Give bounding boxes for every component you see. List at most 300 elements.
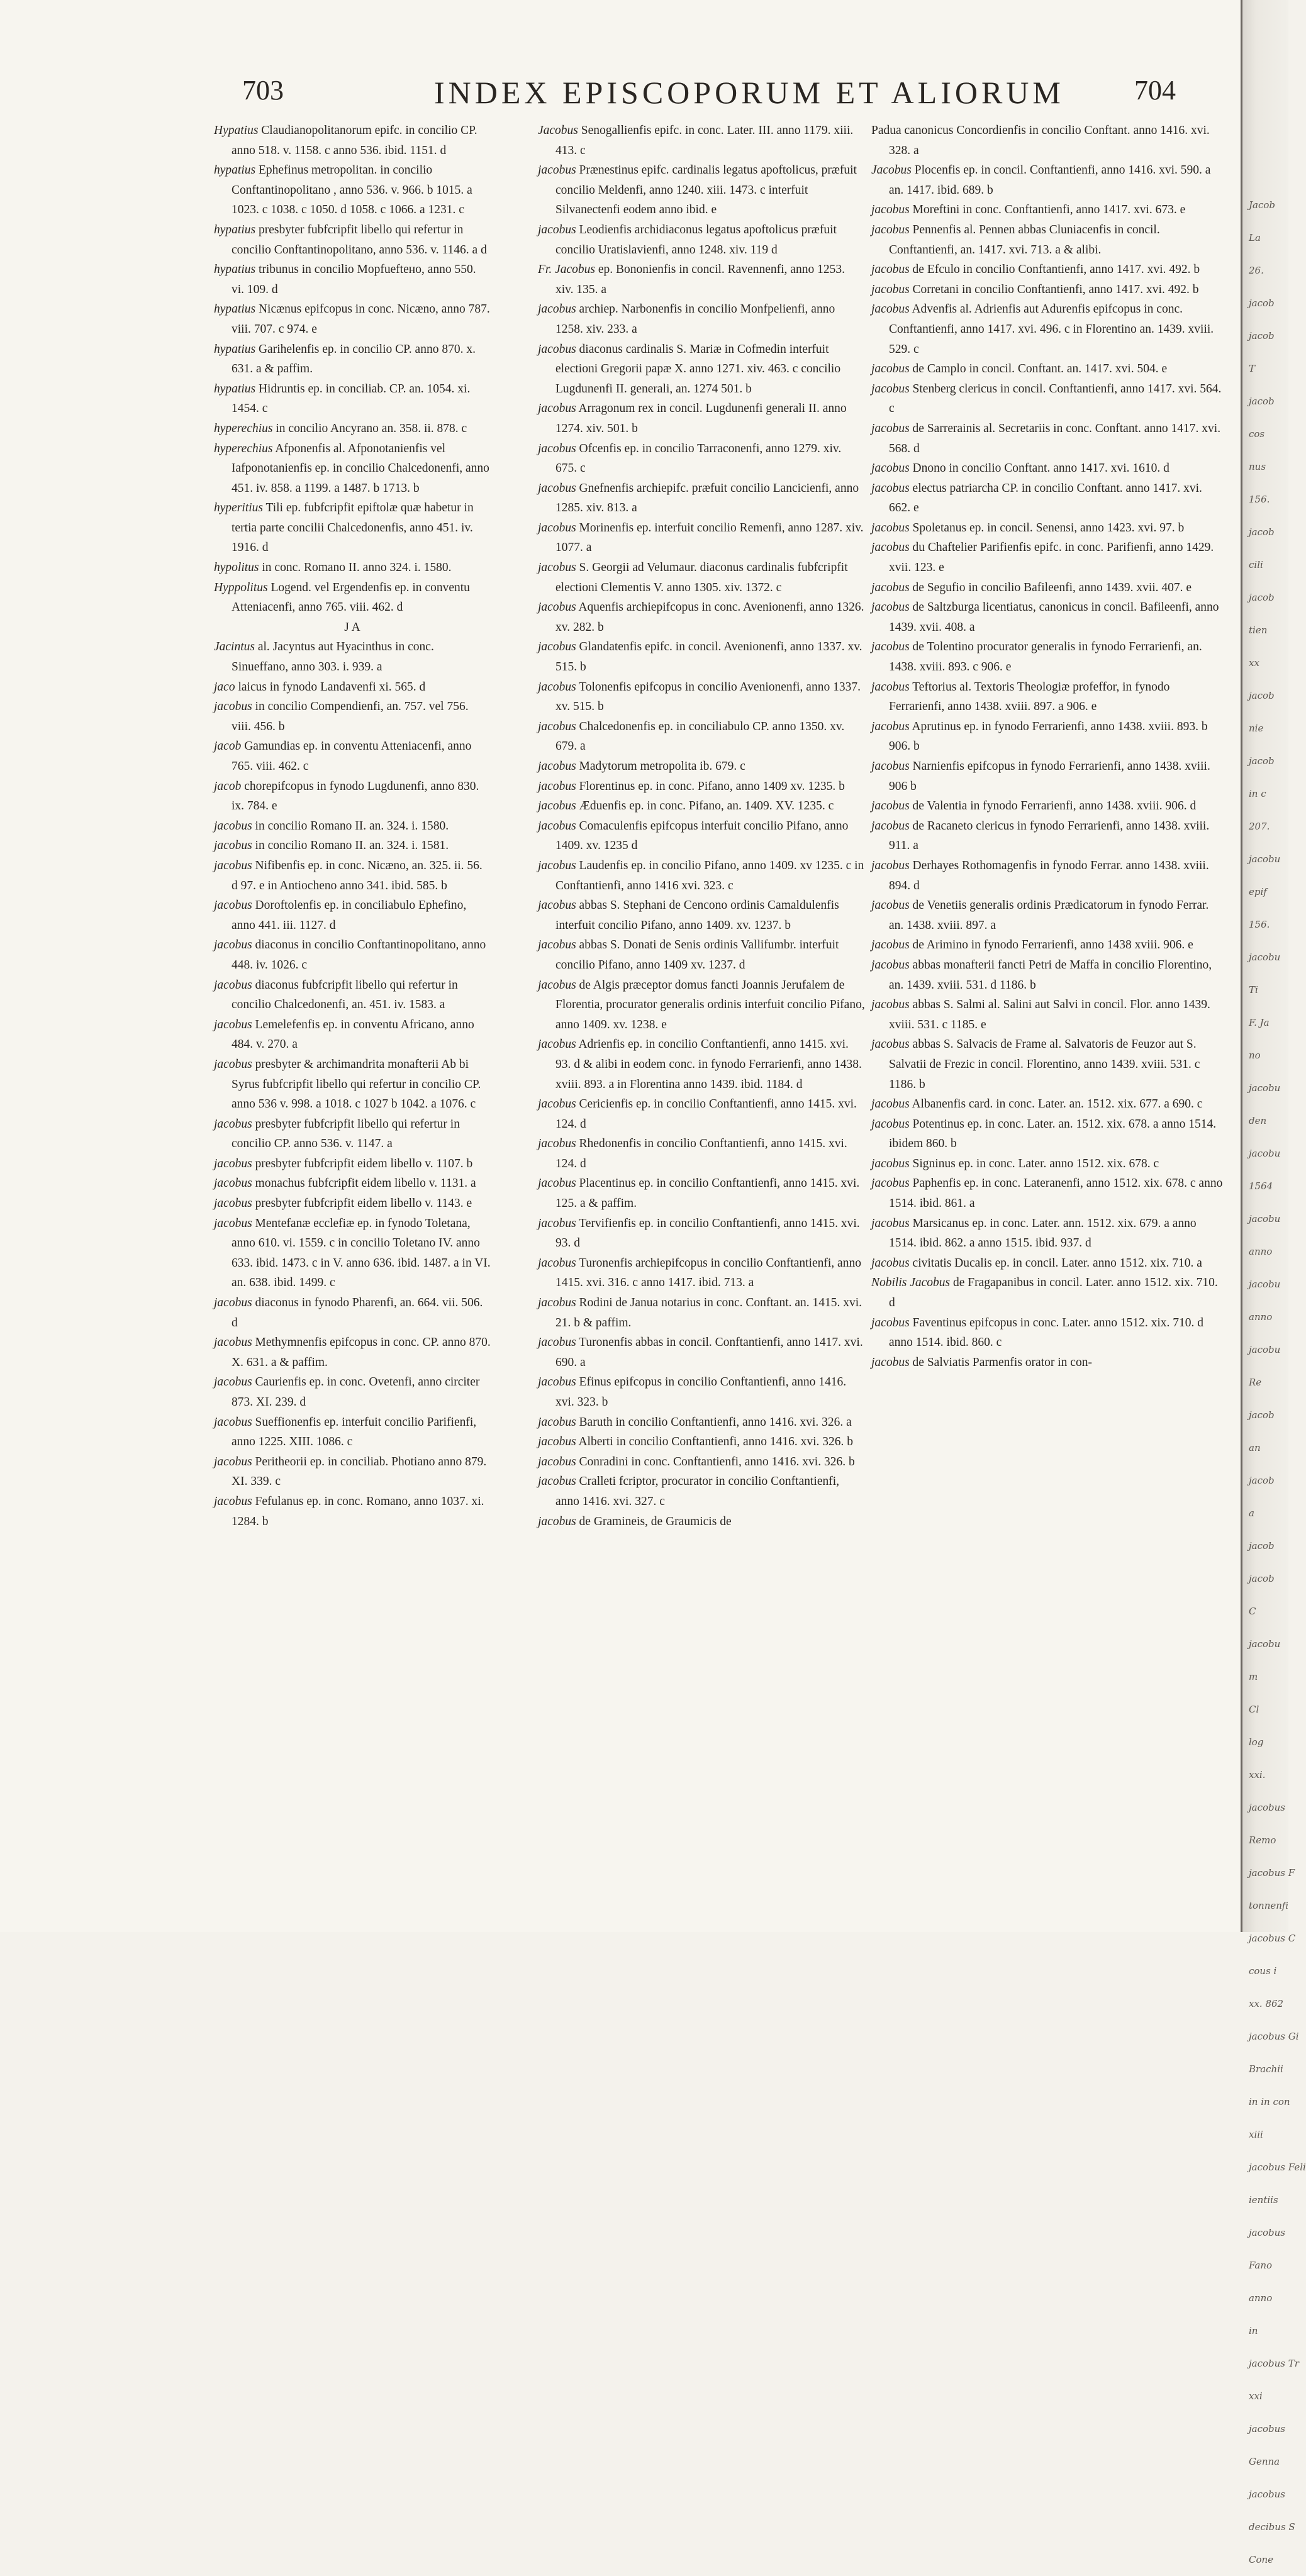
entry-text: tribunus in concilio Mopfueftено, anno 550. vi. 109. d — [232, 263, 476, 296]
edge-fragment: anno — [1249, 1246, 1273, 1257]
entry-headword: jacobus — [871, 282, 910, 296]
index-entry — [871, 379, 1224, 419]
entry-headword: jacobus — [214, 1117, 252, 1131]
entry-headword: jacobus — [214, 1018, 252, 1031]
index-entry — [214, 1114, 491, 1154]
entry-headword: jacobus — [214, 1494, 252, 1508]
entry-text: Rhedonenfis in concilio Conftantienfi, anno 1415. xvi. 124. d — [555, 1137, 847, 1170]
entry-headword: jacobus — [538, 441, 576, 455]
entry-text: abbas S. Salvacis de Frame al. Salvatoris de Feuzor aut S. Salvatii de Frezic in concil. Florentino, anno 1439. xviii. 531. c 1186. b — [889, 1038, 1200, 1091]
index-entry — [871, 757, 1224, 796]
entry-headword: jacobus — [214, 1415, 252, 1429]
entry-text: Efinus epifcopus in concilio Conftantienfi, anno 1416. xvi. 323. b — [555, 1375, 847, 1409]
entry-headword: hypatius — [214, 263, 256, 277]
entry-text: in concilio Ancyrano an. 358. ii. 878. c — [272, 421, 467, 435]
entry-headword: jacobus — [214, 839, 252, 853]
edge-fragment: xx. 862 — [1249, 1998, 1284, 2009]
index-entry — [538, 399, 865, 438]
index-entry — [538, 1512, 865, 1532]
index-entry — [214, 637, 491, 677]
entry-headword: hyperitius — [214, 501, 263, 515]
index-entry — [538, 439, 865, 479]
entry-headword: jacobus — [538, 680, 576, 694]
edge-fragment: a — [1249, 1507, 1254, 1519]
index-column-3 — [871, 121, 1224, 1372]
edge-fragment: Re — [1249, 1377, 1262, 1388]
entry-headword: jacobus — [214, 1216, 252, 1230]
entry-text: Chalcedonenfis ep. in conciliabulo CP. anno 1350. xv. 679. a — [555, 719, 845, 753]
index-entry — [871, 518, 1224, 538]
edge-fragment: epif — [1249, 886, 1267, 897]
index-entry — [871, 816, 1224, 856]
entry-text: de Segufio in concilio Bafileenfi, anno 1439. xvii. 407. e — [909, 580, 1192, 594]
index-entry — [871, 1214, 1224, 1253]
edge-fragment: 156. — [1249, 494, 1270, 505]
index-entry — [538, 479, 865, 518]
edge-fragment: jacobus C — [1249, 1933, 1296, 1944]
index-entry — [871, 935, 1224, 955]
index-entry — [538, 1413, 865, 1433]
entry-headword: jacobus — [538, 760, 576, 773]
entry-text: Peritheorii ep. in conciliab. Photiano anno 879. XI. 339. c — [232, 1455, 487, 1489]
index-entry — [214, 975, 491, 1015]
index-entry — [214, 836, 491, 856]
entry-headword: jacobus — [538, 1296, 576, 1310]
index-entry — [214, 736, 491, 776]
entry-text: abbas S. Stephani de Cencono ordinis Camaldulenfis interfuit concilio Pifano, anno 1409. xv. 1237. b — [555, 899, 839, 932]
entry-text: Nifibenfis ep. in conc. Nicæno, an. 325. ii. 56. d 97. e in Antiocheno anno 341. ibid. 585. b — [232, 858, 483, 892]
entry-text: diaconus fubfcripfit libello qui refertur in concilio Chalcedonenfi, an. 451. iv. 1583. a — [232, 978, 458, 1012]
entry-text: de Fragapanibus in concil. Later. anno 1512. xix. 710. d — [889, 1276, 1218, 1310]
entry-text: Claudianopolitanorum epifc. in concilio CP. anno 518. v. 1158. c anno 536. ibid. 1151. d — [232, 124, 477, 157]
entry-text: Faventinus epifcopus in conc. Later. anno 1512. xix. 710. d anno 1514. ibid. 860. c — [889, 1316, 1204, 1350]
index-entry — [214, 935, 491, 975]
index-entry — [538, 935, 865, 975]
index-entry — [214, 1372, 491, 1412]
entry-text: Glandatenfis epifc. in concil. Avenionenfi, anno 1337. xv. 515. b — [555, 640, 862, 674]
edge-fragment: in in con — [1249, 2096, 1290, 2107]
entry-headword: jacobus — [871, 958, 910, 972]
entry-text: Hidruntis ep. in conciliab. CP. an. 1054. xi. 1454. c — [232, 382, 471, 416]
index-entry — [214, 1333, 491, 1372]
index-entry — [538, 1174, 865, 1213]
index-entry — [214, 121, 491, 160]
index-entry — [538, 1214, 865, 1253]
index-entry — [871, 677, 1224, 717]
entry-headword: jacobus — [871, 601, 910, 614]
entry-text: de Venetiis generalis ordinis Prædicatorum in fynodo Ferrar. an. 1438. xviii. 897. a — [889, 899, 1209, 932]
edge-fragment: jacobu — [1249, 1082, 1281, 1094]
entry-text: presbyter fubfcripfit eidem libello v. 1107. b — [252, 1157, 473, 1170]
entry-headword: jacobus — [871, 760, 910, 773]
index-entry — [871, 220, 1224, 260]
entry-headword: jacobus — [871, 223, 910, 236]
entry-headword: hypatius — [214, 342, 256, 356]
index-entry — [538, 558, 865, 597]
index-entry — [871, 717, 1224, 757]
entry-headword: jacobus — [538, 521, 576, 535]
entry-headword: jacobus — [538, 1514, 576, 1528]
edge-fragment: F. Ja — [1249, 1017, 1270, 1028]
index-entry — [871, 995, 1224, 1035]
entry-headword: jacobus — [871, 640, 910, 654]
entry-text: Gnefnenfis archiepifc. præfuit concilio Lancicienfi, anno 1285. xiv. 813. a — [555, 481, 859, 515]
index-entry — [214, 498, 491, 558]
entry-headword: jacobus — [871, 819, 910, 833]
edge-fragment: Genna — [1249, 2456, 1280, 2467]
entry-headword: jacobus — [214, 1197, 252, 1211]
edge-fragment: jacob — [1249, 592, 1275, 603]
edge-fragment: jacob — [1249, 330, 1275, 341]
index-entry — [538, 340, 865, 399]
entry-text: Paphenfis ep. in conc. Lateranenfi, anno 1512. xix. 678. c anno 1514. ibid. 861. a — [889, 1177, 1223, 1211]
entry-headword: jacobus — [871, 1097, 910, 1111]
index-entry — [214, 558, 491, 578]
edge-fragment: cous i — [1249, 1965, 1277, 1977]
index-entry — [871, 121, 1224, 160]
index-entry — [214, 1154, 491, 1174]
index-entry — [871, 856, 1224, 896]
index-entry — [538, 975, 865, 1035]
edge-fragment: jacobu — [1249, 1279, 1281, 1290]
edge-fragment: xiii — [1249, 2129, 1263, 2140]
edge-fragment: jacobu — [1249, 1213, 1281, 1224]
entry-text: de Efculo in concilio Conftantienfi, anno 1417. xvi. 492. b — [909, 263, 1200, 277]
entry-text: Signinus ep. in conc. Later. anno 1512. xix. 678. c — [909, 1157, 1159, 1170]
index-entry — [214, 1194, 491, 1214]
index-entry — [214, 697, 491, 736]
entry-text: Ephefinus metropolitan. in concilio Conftantinopolitano , anno 536. v. 966. b 1015. a 1023. c 1038. c 1050. d 1058. c 1066. a 1231. c — [232, 164, 472, 217]
edge-fragment: decibus S — [1249, 2521, 1295, 2533]
entry-headword: jacobus — [214, 1157, 252, 1170]
entry-text: monachus fubfcripfit eidem libello v. 1131. a — [252, 1177, 476, 1191]
index-entry — [871, 1154, 1224, 1174]
entry-headword: Fr. Jacobus — [538, 263, 595, 277]
entry-text: presbyter & archimandrita monafterii Ab bi Syrus fubfcripfit libello qui refertur in concilio CP. anno 536 v. 998. a 1018. c 1027 b 1042. a 1076. c — [232, 1057, 481, 1111]
entry-text: Padua canonicus Concordienfis in concilio Conftant. anno 1416. xvi. 328. a — [871, 124, 1210, 157]
entry-text: diaconus in fynodo Pharenfi, an. 664. vii. 506. d — [232, 1296, 483, 1330]
index-entry — [871, 538, 1224, 577]
entry-headword: jacobus — [871, 858, 910, 872]
entry-headword: jacob — [214, 740, 242, 753]
entry-headword: jacobus — [538, 1256, 576, 1270]
entry-headword: jacobus — [871, 203, 910, 217]
entry-text: Stenberg clericus in concil. Conftantienfi, anno 1417. xvi. 564. c — [889, 382, 1222, 416]
entry-headword: jacobus — [538, 1435, 576, 1449]
entry-headword: jacobus — [214, 700, 252, 714]
entry-text: archiep. Narbonenfis in concilio Monfpelienfi, anno 1258. xiv. 233. a — [555, 303, 835, 336]
index-entry — [538, 1293, 865, 1333]
entry-text: Afponenfis al. Afponotanienfis vel Iafponotanienfis ep. in concilio Chalcedonenfi, anno 451. iv. 858. a 1199. a 1487. b 1713. b — [232, 441, 489, 495]
entry-text: Moreftini in conc. Conftantienfi, anno 1417. xvi. 673. e — [909, 203, 1186, 217]
index-entry — [214, 1413, 491, 1452]
edge-fragment: log — [1249, 1736, 1264, 1748]
edge-fragment: Cone — [1249, 2554, 1274, 2565]
entry-headword: jacobus — [871, 580, 910, 594]
entry-headword: jacobus — [871, 719, 910, 733]
entry-headword: jacobus — [538, 1455, 576, 1468]
index-entry — [214, 379, 491, 419]
entry-text: Conradini in conc. Conftantienfi, anno 1416. xvi. 326. b — [576, 1455, 855, 1468]
entry-text: de Saltzburga licentiatus, canonicus in concil. Bafileenfi, anno 1439. xvii. 408. a — [889, 601, 1219, 634]
entry-text: Logend. vel Ergendenfis ep. in conventu Atteniacenfi, anno 765. viii. 462. d — [232, 580, 470, 614]
index-entry — [214, 160, 491, 220]
index-entry — [871, 955, 1224, 995]
entry-headword: jacobus — [214, 938, 252, 952]
entry-headword: jacobus — [538, 481, 576, 495]
index-entry — [214, 299, 491, 339]
edge-fragment: 156. — [1249, 919, 1270, 930]
entry-headword: jacobus — [538, 978, 576, 992]
entry-text: Dnono in concilio Conftant. anno 1417. xvi. 1610. d — [909, 462, 1169, 475]
entry-headword: jacobus — [538, 819, 576, 833]
edge-fragment: jacobu — [1249, 1638, 1281, 1650]
index-entry — [871, 359, 1224, 379]
entry-text: de Algis præceptor domus fancti Joannis Jerufalem de Florentia, procurator generalis ordinis interfuit concilio Pifano, anno 1409. xv. 1238. e — [555, 978, 865, 1031]
entry-headword: jacobus — [214, 1455, 252, 1468]
entry-text: Alberti in concilio Conftantienfi, anno 1416. xvi. 326. b — [576, 1435, 853, 1449]
entry-headword: jacobus — [538, 1216, 576, 1230]
edge-fragment: jacobu — [1249, 952, 1281, 963]
index-entry — [538, 757, 865, 777]
entry-text: de Tolentino procurator generalis in fynodo Ferrarienfi, an. 1438. xviii. 893. c 906. e — [889, 640, 1202, 674]
edge-fragment: cili — [1249, 559, 1263, 570]
index-entry — [871, 1313, 1224, 1353]
entry-headword: jacobus — [214, 1057, 252, 1071]
index-entry — [538, 160, 865, 220]
entry-headword: jacobus — [871, 382, 910, 396]
edge-fragment: in c — [1249, 788, 1266, 799]
edge-fragment: den — [1249, 1115, 1267, 1126]
index-entry — [214, 220, 491, 260]
entry-headword: jacobus — [871, 1177, 910, 1191]
edge-fragment: jacob — [1249, 1573, 1275, 1584]
entry-headword: jacobus — [538, 1177, 576, 1191]
entry-text: Aquenfis archiepifcopus in conc. Avenionenfi, anno 1326. xv. 282. b — [555, 601, 864, 634]
edge-fragment: Ti — [1249, 984, 1258, 996]
edge-fragment: an — [1249, 1442, 1261, 1453]
edge-fragment: jacob — [1249, 1540, 1275, 1552]
edge-fragment: in — [1249, 2325, 1258, 2336]
index-entry — [538, 518, 865, 558]
entry-headword: jacobus — [214, 978, 252, 992]
index-entry — [538, 856, 865, 896]
entry-headword: jacobus — [871, 521, 910, 535]
entry-text: Teftorius al. Textoris Theologiæ profeffor, in fynodo Ferrarienfi, anno 1438. xviii. 897. a 906. e — [889, 680, 1170, 714]
index-entry — [538, 1035, 865, 1094]
index-entry — [538, 896, 865, 935]
entry-text: Leodienfis archidiaconus legatus apoftolicus præfuit concilio Uratislavienfi, anno 1248. xiv. 119 d — [555, 223, 837, 257]
index-entry — [871, 796, 1224, 816]
entry-headword: jacobus — [538, 1097, 576, 1111]
index-entry — [538, 777, 865, 797]
index-entry — [871, 578, 1224, 598]
entry-text: du Chaftelier Parifienfis epifc. in conc. Parifienfi, anno 1429. xvii. 123. e — [889, 541, 1214, 575]
entry-text: presbyter fubfcripfit eidem libello v. 1143. e — [252, 1197, 472, 1211]
entry-headword: jacobus — [538, 342, 576, 356]
index-entry — [871, 896, 1224, 935]
entry-text: presbyter fubfcripfit libello qui refertur in concilio Conftantinopolitano, anno 536. v. 1146. a d — [232, 223, 487, 257]
index-entry — [538, 260, 865, 299]
entry-headword: jacobus — [871, 998, 910, 1012]
edge-fragment: jacobus — [1249, 2227, 1285, 2238]
index-entry — [871, 1114, 1224, 1154]
entry-headword: jacobus — [871, 680, 910, 694]
entry-headword: jacobus — [538, 1336, 576, 1350]
entry-text: de Racaneto clericus in fynodo Ferrarienfi, anno 1438. xviii. 911. a — [889, 819, 1210, 853]
entry-text: in concilio Romano II. an. 324. i. 1581. — [252, 839, 449, 853]
entry-headword: hypatius — [214, 382, 256, 396]
entry-headword: Jacobus — [871, 164, 912, 177]
edge-fragment: jacobus — [1249, 2423, 1285, 2434]
entry-text: de Salviatis Parmenfis orator in con- — [909, 1355, 1092, 1369]
entry-text: abbas monafterii fancti Petri de Maffa in concilio Florentino, an. 1439. xviii. 531. d 1186. b — [889, 958, 1212, 992]
index-entry — [538, 1134, 865, 1174]
index-entry — [538, 1094, 865, 1134]
entry-headword: Hyppolitus — [214, 580, 268, 594]
entry-headword: Jacintus — [214, 640, 255, 654]
entry-headword: jacobus — [214, 1296, 252, 1310]
index-entry — [538, 1472, 865, 1511]
entry-headword: hypatius — [214, 303, 256, 316]
edge-fragment: 207. — [1249, 821, 1270, 832]
index-entry — [871, 479, 1224, 518]
entry-headword: jacobus — [871, 481, 910, 495]
index-entry — [214, 1214, 491, 1293]
entry-headword: jacobus — [538, 1137, 576, 1151]
edge-fragment: m — [1249, 1671, 1258, 1682]
edge-fragment: jacobu — [1249, 1148, 1281, 1159]
entry-headword: jacobus — [538, 779, 576, 793]
entry-headword: jacobus — [214, 1375, 252, 1389]
edge-fragment: Brachii — [1249, 2063, 1283, 2075]
edge-fragment: C — [1249, 1606, 1256, 1617]
entry-text: laicus in fynodo Landavenfi xi. 565. d — [235, 680, 426, 694]
entry-headword: Nobilis Jacobus — [871, 1276, 951, 1290]
entry-text: Mentefanæ ecclefiæ ep. in fynodo Toletana, anno 610. vi. 1559. c in concilio Toletano IV. anno 633. ibid. 1473. c in V. anno 636. ibid. 1487. a in VI. an. 638. ibid. 1499. c — [232, 1216, 491, 1290]
next-page-edge-text — [1249, 189, 1306, 2565]
edge-fragment: jacobus — [1249, 2489, 1285, 2500]
index-entry — [538, 637, 865, 677]
entry-headword: hyperechius — [214, 441, 273, 455]
entry-text: Prænestinus epifc. cardinalis legatus apoftolicus, præfuit concilio Meldenfi, anno 1240. xiii. 1473. c interfuit Silvanectenfi eodem anno ibid. e — [555, 164, 857, 217]
entry-headword: jacobus — [871, 421, 910, 435]
entry-text: Spoletanus ep. in concil. Senensi, anno 1423. xvi. 97. b — [909, 521, 1185, 535]
entry-headword: jacob — [214, 779, 242, 793]
entry-headword: jacobus — [871, 938, 910, 952]
index-entry — [214, 340, 491, 379]
edge-fragment: jacob — [1249, 1475, 1275, 1486]
entry-headword: jacobus — [538, 719, 576, 733]
entry-text: Doroftolenfis ep. in conciliabulo Ephefino, anno 441. iii. 1127. d — [232, 899, 467, 932]
index-entry — [871, 160, 1224, 200]
entry-headword: jacobus — [871, 362, 910, 376]
entry-text: Lemelefenfis ep. in conventu Africano, anno 484. v. 270. a — [232, 1018, 474, 1052]
entry-headword: jacobus — [871, 1157, 910, 1170]
edge-fragment: cos — [1249, 428, 1265, 440]
entry-headword: Hypatius — [214, 124, 259, 137]
edge-fragment: anno — [1249, 2292, 1273, 2304]
index-entry — [871, 1273, 1224, 1313]
index-entry — [871, 280, 1224, 300]
index-entry — [214, 260, 491, 299]
entry-text: diaconus in concilio Conftantinopolitano, anno 448. iv. 1026. c — [232, 938, 486, 972]
index-entry — [538, 796, 865, 816]
entry-text: civitatis Ducalis ep. in concil. Later. anno 1512. xix. 710. a — [909, 1256, 1202, 1270]
index-entry — [538, 299, 865, 339]
index-entry — [871, 597, 1224, 637]
entry-text: al. Jacyntus aut Hyacinthus in conc. Sinueffano, anno 303. i. 939. a — [232, 640, 434, 674]
index-entry — [214, 1055, 491, 1114]
edge-fragment: jacobus — [1249, 1802, 1285, 1813]
entry-headword: jacobus — [871, 799, 910, 813]
entry-text: Sueffionenfis ep. interfuit concilio Parifienfi, anno 1225. XIII. 1086. c — [232, 1415, 477, 1449]
entry-headword: jacobus — [871, 1355, 910, 1369]
edge-fragment: jacob — [1249, 1409, 1275, 1421]
edge-fragment: Cl — [1249, 1704, 1259, 1715]
entry-headword: jacobus — [871, 1316, 910, 1330]
edge-fragment: xxi — [1249, 2390, 1263, 2402]
edge-fragment: jacob — [1249, 396, 1275, 407]
edge-fragment: jacobus Feli — [1249, 2162, 1306, 2173]
index-entry — [538, 677, 865, 717]
page-header — [0, 74, 1249, 118]
entry-text: Derhayes Rothomagenfis in fynodo Ferrar. anno 1438. xviii. 894. d — [889, 858, 1209, 892]
index-entry — [871, 1253, 1224, 1274]
index-entry — [214, 777, 491, 816]
entry-text: Pennenfis al. Pennen abbas Cluniacenfis in concil. Conftantienfi, an. 1417. xvi. 713. a & alibi. — [889, 223, 1160, 257]
edge-fragment: jacob — [1249, 690, 1275, 701]
index-entry — [538, 717, 865, 757]
entry-headword: jacobus — [538, 223, 576, 236]
index-column-1 — [214, 121, 491, 1531]
edge-fragment: jacob — [1249, 526, 1275, 538]
entry-headword: jacobus — [871, 541, 910, 555]
entry-text: Turonenfis archiepifcopus in concilio Conftantienfi, anno 1415. xvi. 316. c anno 1417. ibid. 713. a — [555, 1256, 861, 1290]
edge-fragment: nie — [1249, 723, 1264, 734]
index-entry — [538, 816, 865, 856]
entry-text: abbas S. Salmi al. Salini aut Salvi in concil. Flor. anno 1439. xviii. 531. c 1185. e — [889, 998, 1210, 1031]
entry-headword: jacobus — [871, 1038, 910, 1052]
index-entry — [214, 677, 491, 697]
entry-headword: jacobus — [538, 899, 576, 913]
entry-text: ep. Bononienfis in concil. Ravennenfi, anno 1253. xiv. 135. a — [555, 263, 845, 296]
entry-text: Florentinus ep. in conc. Pifano, anno 1409 xv. 1235. b — [576, 779, 845, 793]
index-entry — [871, 637, 1224, 677]
index-entry — [214, 1293, 491, 1333]
entry-text: de Camplo in concil. Conftant. an. 1417. xvi. 504. e — [909, 362, 1168, 376]
entry-text: Laudenfis ep. in concilio Pifano, anno 1409. xv 1235. c in Conftantienfi, anno 1416 xvi. 323. c — [555, 858, 864, 892]
entry-headword: jacobus — [538, 1415, 576, 1429]
index-entry — [214, 816, 491, 836]
index-entry — [871, 1174, 1224, 1213]
entry-text: Fefulanus ep. in conc. Romano, anno 1037. xi. 1284. b — [232, 1494, 484, 1528]
edge-fragment: jacobu — [1249, 1344, 1281, 1355]
entry-text: de Valentia in fynodo Ferrarienfi, anno 1438. xviii. 906. d — [909, 799, 1197, 813]
entry-headword: hypatius — [214, 164, 256, 177]
entry-text: Plocenfis ep. in concil. Conftantienfi, anno 1416. xvi. 590. a an. 1417. ibid. 689. b — [889, 164, 1211, 197]
running-title: INDEX EPISCOPORUM ET ALIORUM — [434, 75, 1064, 110]
page-number-left: 703 — [242, 75, 284, 106]
index-entry — [871, 1035, 1224, 1094]
edge-fragment: xx — [1249, 657, 1259, 669]
entry-headword: jacobus — [214, 858, 252, 872]
index-entry — [871, 1094, 1224, 1114]
entry-text: Placentinus ep. in concilio Conftantienfi, anno 1415. xvi. 125. a & paffim. — [555, 1177, 860, 1211]
entry-text: Cericienfis ep. in concilio Conftantienfi, anno 1415. xvi. 124. d — [555, 1097, 857, 1131]
entry-headword: jacobus — [871, 263, 910, 277]
index-entry — [214, 419, 491, 439]
